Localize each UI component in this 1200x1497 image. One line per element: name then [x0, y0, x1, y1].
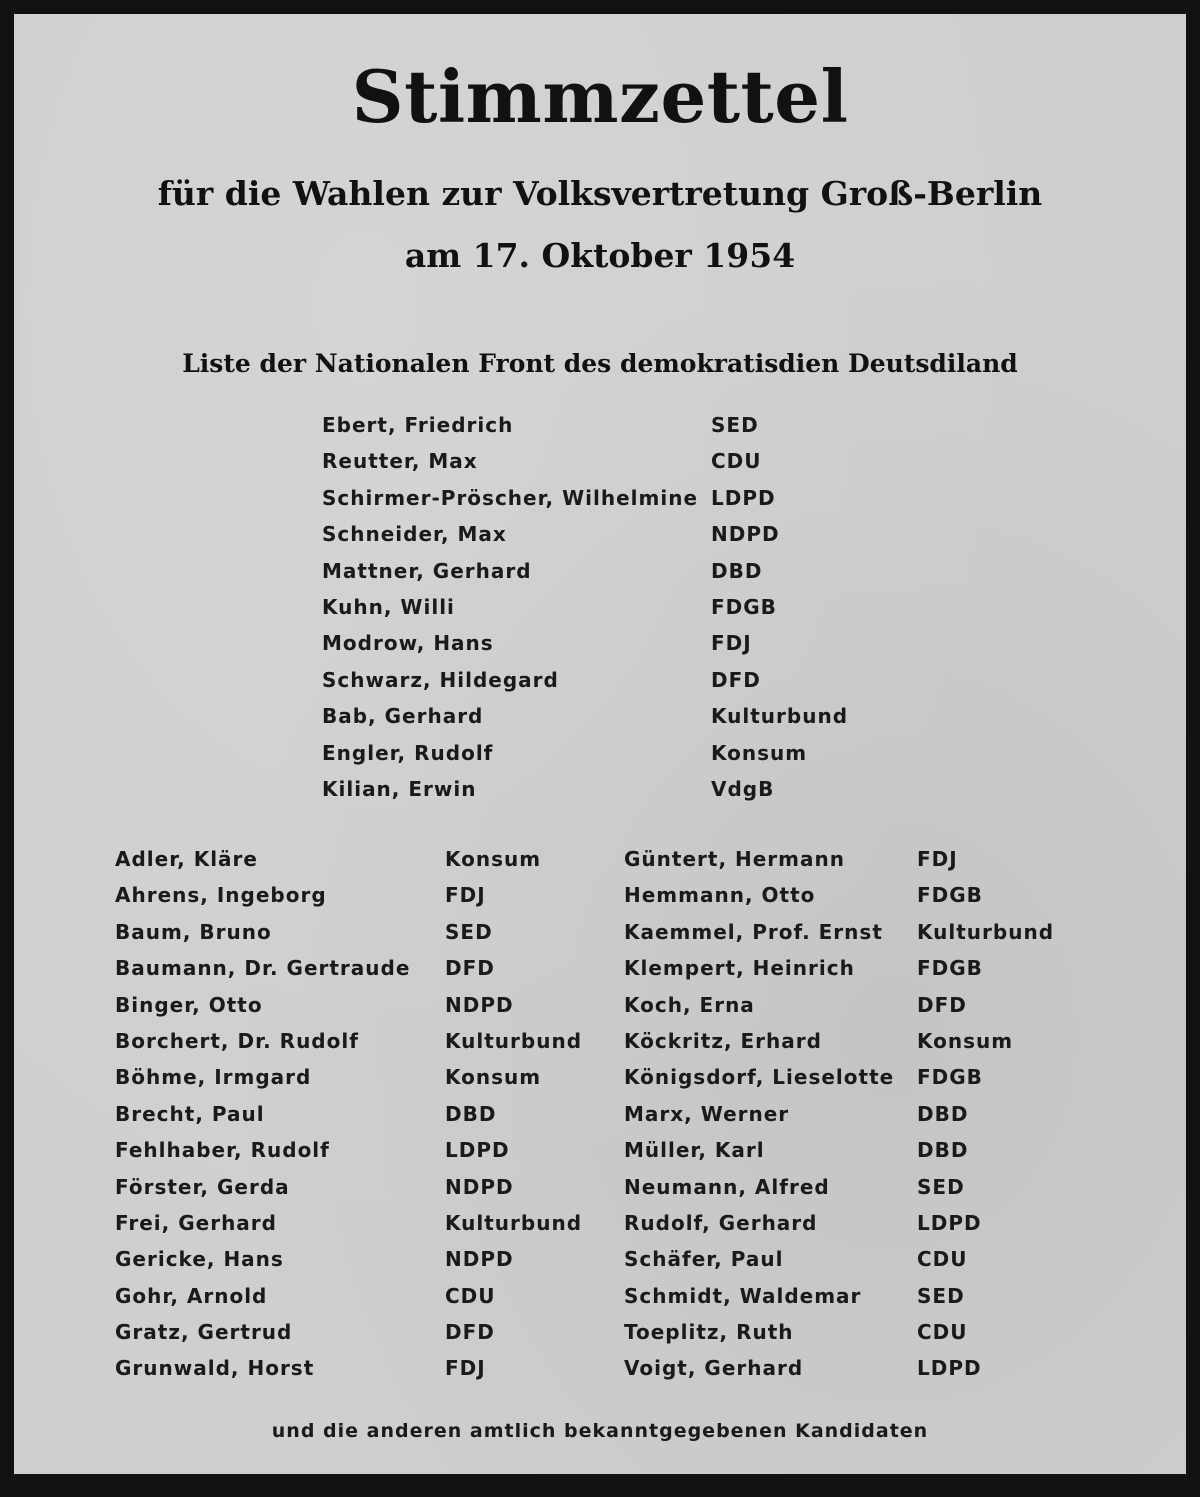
candidate-name: Binger, Otto	[115, 992, 263, 1017]
candidate-row	[115, 1208, 605, 1244]
candidate-row	[115, 1281, 605, 1317]
candidate-name: Brecht, Paul	[115, 1101, 265, 1126]
candidate-name: Königsdorf, Lieselotte	[624, 1065, 895, 1090]
candidate-row	[624, 953, 1084, 989]
candidate-row	[624, 1281, 1084, 1317]
candidate-party: CDU	[917, 1320, 968, 1345]
candidate-name: Grunwald, Horst	[115, 1356, 315, 1381]
candidate-row	[115, 1099, 605, 1135]
candidate-name: Gohr, Arnold	[115, 1283, 268, 1308]
candidate-row	[624, 1353, 1084, 1389]
candidate-row	[322, 701, 849, 737]
candidate-row	[624, 990, 1084, 1026]
candidate-row	[115, 1026, 605, 1062]
candidate-party: LDPD	[917, 1356, 982, 1381]
election-subtitle: für die Wahlen zur Volksvertretung Groß-Berlin	[157, 174, 1043, 213]
candidate-name: Förster, Gerda	[115, 1174, 290, 1199]
candidate-row	[322, 556, 822, 592]
candidate-name: Toeplitz, Ruth	[624, 1320, 794, 1345]
ballot-paper	[14, 14, 1186, 1474]
candidate-name: Gericke, Hans	[115, 1247, 284, 1272]
candidate-name: Borchert, Dr. Rudolf	[115, 1028, 359, 1053]
candidate-party: FDJ	[445, 883, 486, 908]
candidate-party: NDPD	[711, 522, 780, 547]
candidate-name: Schmidt, Waldemar	[624, 1283, 862, 1308]
candidate-row	[624, 1026, 1084, 1062]
candidate-party: Konsum	[445, 847, 542, 871]
candidate-row	[322, 483, 822, 519]
candidate-party: SED	[711, 413, 759, 437]
candidate-name: Gratz, Gertrud	[115, 1320, 293, 1345]
candidate-party: NDPD	[445, 1247, 514, 1272]
candidate-name: Adler, Kläre	[115, 847, 258, 871]
candidate-row	[624, 1208, 1084, 1244]
candidate-party: Kulturbund	[445, 1028, 583, 1053]
right-candidate-column	[624, 844, 1084, 1390]
candidate-row	[115, 1062, 605, 1098]
candidate-row	[624, 1135, 1084, 1171]
candidate-row	[624, 917, 1084, 953]
candidate-party: FDJ	[445, 1356, 486, 1381]
candidate-row	[115, 953, 605, 989]
candidate-party: Konsum	[917, 1028, 1014, 1053]
candidate-name: Klempert, Heinrich	[624, 956, 855, 981]
candidate-name: Voigt, Gerhard	[624, 1356, 804, 1381]
candidate-row	[322, 628, 822, 664]
candidate-row	[115, 1353, 605, 1389]
footer-note: und die anderen amtlich bekanntgegebenen Kandidaten	[271, 1420, 929, 1442]
candidate-name: Schwarz, Hildegard	[322, 667, 559, 692]
candidate-name: Güntert, Hermann	[624, 847, 845, 871]
candidate-row	[624, 1172, 1084, 1208]
candidate-party: LDPD	[917, 1210, 982, 1235]
ballot-title: Stimmzettel	[351, 54, 849, 139]
candidate-name: Modrow, Hans	[322, 631, 494, 656]
candidate-party: Kulturbund	[445, 1210, 583, 1235]
candidate-row	[115, 917, 605, 953]
candidate-party: NDPD	[445, 1174, 514, 1199]
candidate-party: FDGB	[917, 956, 983, 981]
candidate-row	[322, 592, 822, 628]
candidate-name: Frei, Gerhard	[115, 1210, 277, 1235]
candidate-party: VdgB	[711, 776, 775, 801]
candidate-row	[115, 1244, 605, 1280]
candidate-row	[322, 446, 822, 482]
candidate-name: Ebert, Friedrich	[322, 413, 514, 437]
candidate-name: Fehlhaber, Rudolf	[115, 1138, 330, 1163]
candidate-name: Marx, Werner	[624, 1101, 790, 1126]
candidate-party: FDJ	[917, 847, 958, 871]
candidate-name: Ahrens, Ingeborg	[115, 883, 327, 908]
candidate-party: DFD	[711, 667, 761, 692]
left-candidate-column	[115, 844, 605, 1390]
candidate-name: Kaemmel, Prof. Ernst	[624, 919, 883, 944]
candidate-row	[624, 880, 1084, 916]
candidate-row	[115, 1135, 605, 1171]
candidate-row	[322, 774, 822, 810]
candidate-name: Kilian, Erwin	[322, 776, 477, 801]
candidate-party: LDPD	[711, 485, 776, 510]
candidate-row	[115, 1172, 605, 1208]
candidate-party: DBD	[917, 1101, 969, 1126]
list-title: Liste der Nationalen Front des demokratisdien Deutsdiland	[182, 349, 1018, 378]
candidate-row	[322, 738, 822, 774]
candidate-party: CDU	[917, 1247, 968, 1272]
candidate-name: Mattner, Gerhard	[322, 558, 532, 583]
candidate-name: Bab, Gerhard	[322, 704, 484, 729]
candidate-row	[624, 1062, 1084, 1098]
candidate-party: DBD	[445, 1101, 497, 1126]
candidate-party: DFD	[445, 956, 495, 981]
candidate-name: Hemmann, Otto	[624, 883, 816, 908]
candidate-party: FDGB	[917, 1065, 983, 1090]
candidate-party: Kulturbund	[711, 704, 849, 729]
candidate-name: Reutter, Max	[322, 449, 478, 474]
candidate-party: Konsum	[445, 1065, 542, 1090]
candidate-row	[624, 1317, 1084, 1353]
candidate-party: FDJ	[711, 631, 752, 656]
candidate-party: FDGB	[917, 883, 983, 908]
candidate-party: DBD	[917, 1138, 969, 1163]
candidate-row	[115, 990, 605, 1026]
candidate-name: Müller, Karl	[624, 1138, 765, 1163]
candidate-party: CDU	[711, 449, 762, 474]
candidate-name: Schneider, Max	[322, 522, 507, 547]
candidate-row	[322, 410, 822, 446]
candidate-party: Kulturbund	[917, 919, 1055, 944]
candidate-name: Baum, Bruno	[115, 919, 272, 944]
candidate-name: Baumann, Dr. Gertraude	[115, 956, 411, 981]
candidate-row	[115, 1317, 605, 1353]
candidate-party: Konsum	[711, 740, 808, 765]
candidate-party: NDPD	[445, 992, 514, 1017]
candidate-row	[115, 844, 605, 880]
candidate-party: LDPD	[445, 1138, 510, 1163]
candidate-row	[624, 844, 1084, 880]
candidate-party: CDU	[445, 1283, 496, 1308]
candidate-name: Koch, Erna	[624, 992, 755, 1017]
candidate-party: SED	[917, 1174, 965, 1199]
candidate-row	[624, 1099, 1084, 1135]
candidate-party: FDGB	[711, 594, 777, 619]
election-date: am 17. Oktober 1954	[404, 236, 796, 275]
candidate-name: Köckritz, Erhard	[624, 1028, 822, 1053]
candidate-name: Rudolf, Gerhard	[624, 1210, 818, 1235]
candidate-party: DBD	[711, 558, 763, 583]
candidate-party: SED	[445, 919, 493, 944]
candidate-row	[322, 665, 822, 701]
candidate-party: DFD	[917, 992, 967, 1017]
candidate-name: Engler, Rudolf	[322, 740, 494, 765]
candidate-name: Schirmer-Pröscher, Wilhelmine	[322, 485, 699, 510]
candidate-row	[322, 519, 822, 555]
candidate-name: Kuhn, Willi	[322, 594, 455, 619]
candidate-party: DFD	[445, 1320, 495, 1345]
candidate-name: Böhme, Irmgard	[115, 1065, 312, 1090]
top-candidate-list	[322, 410, 849, 810]
candidate-name: Schäfer, Paul	[624, 1247, 784, 1272]
candidate-row	[624, 1244, 1084, 1280]
candidate-party: SED	[917, 1283, 965, 1308]
candidate-name: Neumann, Alfred	[624, 1174, 830, 1199]
candidate-row	[115, 880, 605, 916]
